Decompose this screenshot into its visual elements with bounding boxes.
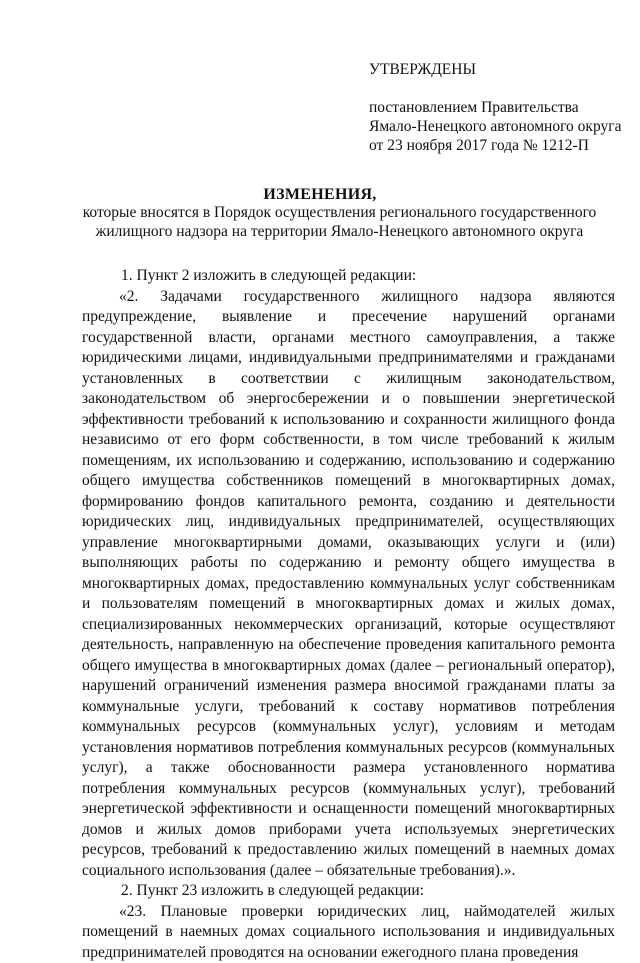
approval-line-2: Ямало-Ненецкого автономного округа [369,117,621,136]
document-body [82,266,615,963]
paragraph-item-1: 1. Пункт 2 изложить в следующей редакции: [82,266,615,287]
document-title: ИЗМЕНЕНИЯ, [0,186,640,204]
subtitle-line-1: которые вносятся в Порядок осуществления регионального государственного [72,203,607,222]
approval-block [369,60,621,155]
approval-line-1: постановлением Правительства [369,98,621,117]
subtitle-line-2: жилищного надзора на территории Ямало-Ненецкого автономного округа [72,222,607,241]
approval-line-3: от 23 ноября 2017 года № 1212-П [369,136,621,155]
paragraph-point-23-text: «23. Плановые проверки юридических лиц, наймодателей жилых помещений в наемных домах социального использования и индивидуальных предпринимателей проводятся на основании ежегодного плана проведения [82,902,615,963]
document-subtitle [72,203,607,241]
paragraph-item-2: 2. Пункт 23 изложить в следующей редакции: [82,881,615,902]
approval-heading: УТВЕРЖДЕНЫ [369,60,621,79]
paragraph-point-2-text: «2. Задачами государственного жилищного надзора являются предупреждение, выявление и пресечение нарушений органами государственной власти, органами местного самоуправления, а также юридическими лицами, индивидуальными предпринимателями и гражданами установленных в соответствии с жилищным законодательством, законодательством об энергосбережении и о повышении энергетической эффективности требований к использованию и сохранности жилищного фонда независимо от его форм собственности, в том числе требований к жилым помещениям, их использованию и содержанию, использованию и содержанию общего имущества собственников помещений в многоквартирных домах, формированию фондов капитального ремонта, созданию и деятельности юридических лиц, индивидуальных предпринимателей, осуществляющих управление многоквартирными домами, оказывающих услуги и (или) выполняющих работы по содержанию и ремонту общего имущества в многоквартирных домах, предоставлению коммунальных услуг собственникам и пользователям помещений в многоквартирных домах и жилых домах, специализированных некоммерческих организаций, которые осуществляют деятельность, направленную на обеспечение проведения капитального ремонта общего имущества в многоквартирных домах (далее – региональный оператор), нарушений ограничений изменения размера вносимой гражданами платы за коммунальные услуги, требований к составу нормативов потребления коммунальных ресурсов (коммунальных услуг), условиям и методам установления нормативов потребления коммунальных ресурсов (коммунальных услуг), а также обоснованности размера установленного норматива потребления коммунальных ресурсов (коммунальных услуг), требований энергетической эффективности и оснащенности помещений многоквартирных домов и жилых домов приборами учета используемых энергетических ресурсов, требований к предоставлению жилых помещений в наемных домах социального использования (далее – обязательные требования).». [82,287,615,882]
